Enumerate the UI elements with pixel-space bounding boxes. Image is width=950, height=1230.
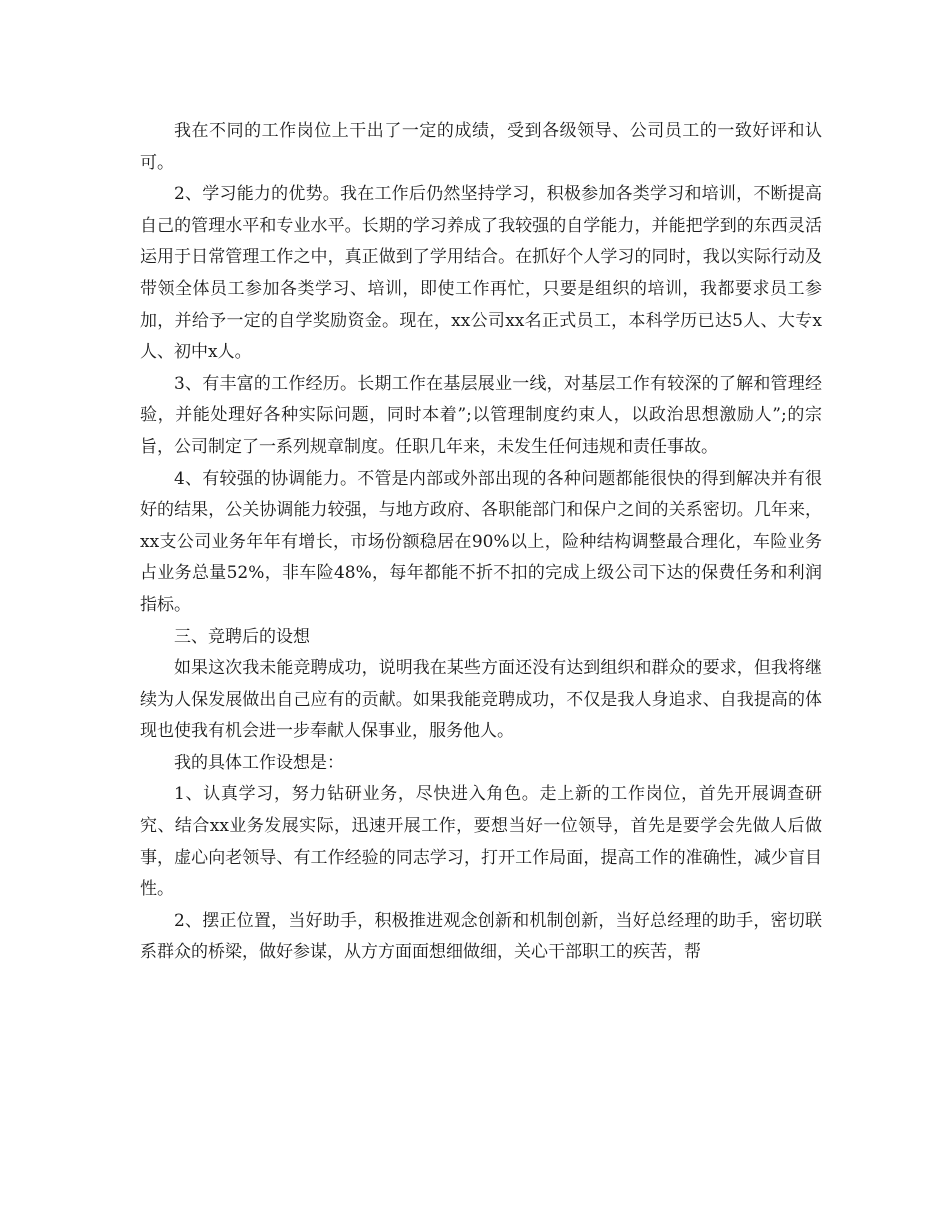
paragraph-achievements: 我在不同的工作岗位上干出了一定的成绩，受到各级领导、公司员工的一致好评和认可。 xyxy=(140,121,822,173)
section-heading-plans: 三、竞聘后的设想 xyxy=(174,626,310,647)
paragraph-learning-ability: 2、学习能力的优势。我在工作后仍然坚持学习，积极参加各类学习和培训，不断提高自己的管理水平和专业水平。长期的学习养成了我较强的自学能力，并能把学到的东西灵活运用于日常管理工作之中，真正做到了学用结合。在抓好个人学习的同时，我以实际行动及带领全体员工参加各类学习、培训，即使工作再忙，只要是组织的培训，我都要求员工参加，并给予一定的自学奖励资金。现在，xx公司xx名正式员工，本科学历已达5人、大专x人、初中x人。 xyxy=(140,184,822,363)
paragraph-coordination-ability: 4、有较强的协调能力。不管是内部或外部出现的各种问题都能很快的得到解决并有很好的结果，公关协调能力较强，与地方政府、各职能部门和保户之间的关系密切。几年来，xx支公司业务年年有增长，市场份额稳居在90%以上，险种结构调整最合理化，车险业务占业务总量52%，非车险48%，每年都能不折不扣的完成上级公司下达的保费任务和利润指标。 xyxy=(140,468,822,615)
paragraph-plan-item-2: 2、摆正位置，当好助手，积极推进观念创新和机制创新，当好总经理的助手，密切联系群众的桥梁，做好参谋，从方方面面想细做细，关心干部职工的疾苦，帮 xyxy=(140,910,822,963)
paragraph-work-experience: 3、有丰富的工作经历。长期工作在基层展业一线，对基层工作有较深的了解和管理经验，并能处理好各种实际问题，同时本着”;以管理制度约束人，以政治思想激励人”;的宗旨，公司制定了一系列规章制度。任职几年来，未发生任何违规和责任事故。 xyxy=(140,373,822,457)
paragraph-plan-intro: 我的具体工作设想是： xyxy=(174,752,344,773)
paragraph-plan-item-1: 1、认真学习，努力钻研业务，尽快进入角色。走上新的工作岗位，首先开展调查研究、结合xx业务发展实际，迅速开展工作，要想当好一位领导，首先是要学会先做人后做事，虚心向老领导、有工作经验的同志学习，打开工作局面，提高工作的准确性，减少盲目性。 xyxy=(140,784,822,900)
document-body xyxy=(140,116,822,969)
paragraph-if-not-successful: 如果这次我未能竞聘成功，说明我在某些方面还没有达到组织和群众的要求，但我将继续为人保发展做出自己应有的贡献。如果我能竞聘成功，不仅是我人身追求、自我提高的体现也使我有机会进一步奉献人保事业，服务他人。 xyxy=(140,658,822,742)
